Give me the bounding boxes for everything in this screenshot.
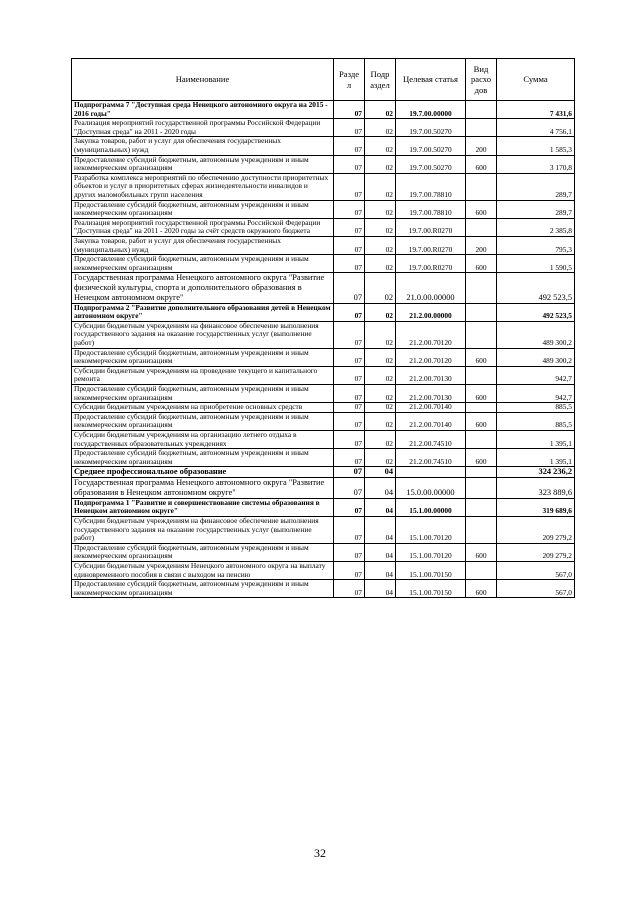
table-row: [72, 478, 575, 499]
cell-summa: 2 385,8: [497, 218, 575, 236]
cell-razdel: 07: [334, 412, 365, 430]
header-summa: Сумма: [497, 59, 575, 101]
table-row: [72, 580, 575, 598]
cell-razdel: 07: [334, 543, 365, 561]
cell-name: Подпрограмма 2 "Развитие дополнительного образования детей в Ненецком автономном округе": [72, 303, 334, 321]
table-row: [72, 200, 575, 218]
cell-vid: 600: [466, 543, 497, 561]
cell-celevaya: 15.1.00.70120: [396, 516, 466, 543]
cell-vid: [466, 403, 497, 413]
cell-celevaya: 15.1.00.70150: [396, 580, 466, 598]
cell-name: Предоставление субсидий бюджетным, автономным учреждениям и иным некоммерческим организациям: [72, 449, 334, 467]
cell-celevaya: 19.7.00.50270: [396, 137, 466, 155]
cell-podrazdel: 02: [365, 119, 396, 137]
page-number: 32: [314, 846, 326, 860]
cell-razdel: 07: [334, 478, 365, 499]
cell-celevaya: 21.2.00.70130: [396, 385, 466, 403]
cell-name: Подпрограмма 1 "Развитие и совершенствование системы образования в Ненецком автономном округе": [72, 498, 334, 516]
table-row: [72, 236, 575, 254]
cell-summa: 1 395,1: [497, 449, 575, 467]
cell-celevaya: 19.7.00.00000: [396, 101, 466, 119]
cell-podrazdel: 04: [365, 478, 396, 499]
cell-summa: 289,7: [497, 200, 575, 218]
cell-razdel: 07: [334, 385, 365, 403]
cell-razdel: 07: [334, 561, 365, 579]
table-row: [72, 498, 575, 516]
cell-celevaya: 15.0.00.00000: [396, 478, 466, 499]
budget-table: [71, 58, 575, 598]
cell-vid: [466, 478, 497, 499]
table-row: [72, 403, 575, 413]
cell-name: Разработка комплекса мероприятий по обеспечению доступности приоритетных объектов и услуг в приоритетных сферах жизнедеятельности инвалидов и других маломобильных групп населения: [72, 173, 334, 200]
cell-summa: 4 756,1: [497, 119, 575, 137]
cell-podrazdel: 04: [365, 467, 396, 478]
cell-vid: 600: [466, 449, 497, 467]
cell-podrazdel: 04: [365, 543, 396, 561]
table-row: [72, 273, 575, 303]
cell-vid: 600: [466, 412, 497, 430]
cell-podrazdel: 02: [365, 412, 396, 430]
cell-summa: 567,0: [497, 580, 575, 598]
cell-summa: 885,5: [497, 412, 575, 430]
cell-name: Закупка товаров, работ и услуг для обеспечения государственных (муниципальных) нужд: [72, 236, 334, 254]
cell-razdel: 07: [334, 273, 365, 303]
cell-razdel: 07: [334, 119, 365, 137]
table-row: [72, 385, 575, 403]
cell-razdel: 07: [334, 430, 365, 448]
cell-podrazdel: 02: [365, 218, 396, 236]
table-row: [72, 366, 575, 384]
cell-celevaya: 19.7.00.R0270: [396, 218, 466, 236]
cell-summa: 1 585,3: [497, 137, 575, 155]
table-row: [72, 561, 575, 579]
cell-celevaya: 21.2.00.70120: [396, 348, 466, 366]
cell-vid: [466, 498, 497, 516]
cell-celevaya: [396, 467, 466, 478]
cell-name: Предоставление субсидий бюджетным, автономным учреждениям и иным некоммерческим организациям: [72, 155, 334, 173]
cell-razdel: 07: [334, 366, 365, 384]
table-row: [72, 467, 575, 478]
cell-summa: 567,0: [497, 561, 575, 579]
cell-summa: 319 689,6: [497, 498, 575, 516]
cell-celevaya: 21.2.00.70130: [396, 366, 466, 384]
cell-vid: [466, 218, 497, 236]
cell-name: Предоставление субсидий бюджетным, автономным учреждениям и иным некоммерческим организациям: [72, 348, 334, 366]
cell-name: Закупка товаров, работ и услуг для обеспечения государственных (муниципальных) нужд: [72, 137, 334, 155]
cell-vid: [466, 561, 497, 579]
cell-summa: 885,5: [497, 403, 575, 413]
cell-vid: 600: [466, 255, 497, 273]
cell-name: Субсидии бюджетным учреждениям на приобретение основных средств: [72, 403, 334, 413]
table-row: [72, 173, 575, 200]
cell-razdel: 07: [334, 137, 365, 155]
cell-celevaya: 19.7.00.50270: [396, 155, 466, 173]
cell-celevaya: 21.2.00.70120: [396, 321, 466, 348]
cell-name: Субсидии бюджетным учреждениям на организацию летнего отдыха в государственных образовательных учреждениях: [72, 430, 334, 448]
cell-name: Государственная программа Ненецкого автономного округа "Развитие образования в Ненецком автономном округе": [72, 478, 334, 499]
table-row: [72, 412, 575, 430]
table-row: [72, 321, 575, 348]
cell-podrazdel: 02: [365, 273, 396, 303]
cell-vid: [466, 516, 497, 543]
cell-name: Предоставление субсидий бюджетным, автономным учреждениям и иным некоммерческим организациям: [72, 580, 334, 598]
cell-celevaya: 21.2.00.74510: [396, 449, 466, 467]
cell-name: Субсидии бюджетным учреждениям на проведение текущего и капитального ремонта: [72, 366, 334, 384]
cell-vid: 600: [466, 580, 497, 598]
cell-podrazdel: 02: [365, 430, 396, 448]
cell-podrazdel: 02: [365, 321, 396, 348]
cell-celevaya: 19.7.00.78810: [396, 173, 466, 200]
cell-summa: 489 300,2: [497, 348, 575, 366]
cell-razdel: 07: [334, 403, 365, 413]
table-row: [72, 449, 575, 467]
cell-podrazdel: 02: [365, 366, 396, 384]
cell-name: Реализация мероприятий государственной программы Российской Федерации "Доступная среда" на 2011 - 2020 годы: [72, 119, 334, 137]
cell-vid: [466, 173, 497, 200]
cell-razdel: 07: [334, 255, 365, 273]
cell-summa: 3 170,8: [497, 155, 575, 173]
cell-summa: 1 590,5: [497, 255, 575, 273]
cell-vid: 200: [466, 236, 497, 254]
cell-razdel: 07: [334, 173, 365, 200]
cell-celevaya: 21.0.00.00000: [396, 273, 466, 303]
cell-summa: 942,7: [497, 366, 575, 384]
cell-podrazdel: 04: [365, 561, 396, 579]
cell-summa: 492 523,5: [497, 303, 575, 321]
header-podrazdel: Подр аздел: [365, 59, 396, 101]
table-row: [72, 218, 575, 236]
cell-name: Предоставление субсидий бюджетным, автономным учреждениям и иным некоммерческим организациям: [72, 200, 334, 218]
cell-summa: 209 279,2: [497, 543, 575, 561]
cell-vid: [466, 321, 497, 348]
cell-summa: 489 300,2: [497, 321, 575, 348]
cell-podrazdel: 02: [365, 449, 396, 467]
cell-name: Предоставление субсидий бюджетным, автономным учреждениям и иным некоммерческим организациям: [72, 543, 334, 561]
cell-podrazdel: 02: [365, 255, 396, 273]
cell-podrazdel: 04: [365, 498, 396, 516]
cell-name: Государственная программа Ненецкого автономного округа "Развитие физической культуры, спорта и дополнительного образования в Ненецком автономном округе": [72, 273, 334, 303]
cell-razdel: 07: [334, 467, 365, 478]
cell-celevaya: 15.1.00.70150: [396, 561, 466, 579]
cell-summa: 324 236,2: [497, 467, 575, 478]
cell-name: Подпрограмма 7 "Доступная среда Ненецкого автономного округа на 2015 - 2016 годы": [72, 101, 334, 119]
table-row: [72, 119, 575, 137]
table-row: [72, 348, 575, 366]
cell-razdel: 07: [334, 218, 365, 236]
table-row: [72, 255, 575, 273]
table-row: [72, 516, 575, 543]
cell-vid: 600: [466, 348, 497, 366]
cell-summa: 795,3: [497, 236, 575, 254]
cell-razdel: 07: [334, 321, 365, 348]
cell-vid: [466, 273, 497, 303]
cell-razdel: 07: [334, 303, 365, 321]
cell-celevaya: 15.1.00.00000: [396, 498, 466, 516]
cell-celevaya: 19.7.00.R0270: [396, 236, 466, 254]
cell-name: Предоставление субсидий бюджетным, автономным учреждениям и иным некоммерческим организациям: [72, 385, 334, 403]
cell-summa: 323 889,6: [497, 478, 575, 499]
header-name: Наименование: [72, 59, 334, 101]
cell-vid: [466, 467, 497, 478]
cell-vid: 600: [466, 155, 497, 173]
cell-podrazdel: 02: [365, 173, 396, 200]
cell-vid: [466, 101, 497, 119]
cell-vid: 600: [466, 200, 497, 218]
cell-podrazdel: 02: [365, 303, 396, 321]
cell-celevaya: 15.1.00.70120: [396, 543, 466, 561]
cell-summa: 1 395,1: [497, 430, 575, 448]
cell-vid: [466, 430, 497, 448]
cell-podrazdel: 02: [365, 236, 396, 254]
cell-summa: 492 523,5: [497, 273, 575, 303]
cell-podrazdel: 02: [365, 403, 396, 413]
cell-podrazdel: 02: [365, 348, 396, 366]
cell-podrazdel: 02: [365, 137, 396, 155]
cell-vid: [466, 303, 497, 321]
cell-name: Среднее профессиональное образование: [72, 467, 334, 478]
cell-summa: 942,7: [497, 385, 575, 403]
cell-razdel: 07: [334, 449, 365, 467]
cell-celevaya: 19.7.00.R0270: [396, 255, 466, 273]
cell-razdel: 07: [334, 236, 365, 254]
header-razdel: Разде л: [334, 59, 365, 101]
table-row: [72, 155, 575, 173]
cell-razdel: 07: [334, 155, 365, 173]
cell-podrazdel: 02: [365, 385, 396, 403]
cell-podrazdel: 04: [365, 580, 396, 598]
cell-celevaya: 19.7.00.78810: [396, 200, 466, 218]
cell-vid: 600: [466, 385, 497, 403]
table-row: [72, 101, 575, 119]
cell-vid: [466, 366, 497, 384]
cell-vid: 200: [466, 137, 497, 155]
header-celevaya: Целевая статья: [396, 59, 466, 101]
cell-celevaya: 21.2.00.70140: [396, 403, 466, 413]
cell-summa: 289,7: [497, 173, 575, 200]
cell-summa: 7 431,6: [497, 101, 575, 119]
cell-name: Субсидии бюджетным учреждениям на финансовое обеспечение выполнения государственного задания на оказание государственных услуг (выполнение работ): [72, 516, 334, 543]
cell-razdel: 07: [334, 498, 365, 516]
cell-razdel: 07: [334, 516, 365, 543]
table-row: [72, 137, 575, 155]
header-vid: Вид расхо дов: [466, 59, 497, 101]
cell-celevaya: 21.2.00.00000: [396, 303, 466, 321]
cell-celevaya: 19.7.00.50270: [396, 119, 466, 137]
cell-name: Реализация мероприятий государственной программы Российской Федерации "Доступная среда" на 2011 - 2020 годы за счёт средств окружного бюджета: [72, 218, 334, 236]
cell-summa: 209 279,2: [497, 516, 575, 543]
cell-razdel: 07: [334, 580, 365, 598]
cell-celevaya: 21.2.00.74510: [396, 430, 466, 448]
cell-name: Предоставление субсидий бюджетным, автономным учреждениям и иным некоммерческим организациям: [72, 412, 334, 430]
cell-razdel: 07: [334, 200, 365, 218]
cell-celevaya: 21.2.00.70140: [396, 412, 466, 430]
cell-podrazdel: 04: [365, 516, 396, 543]
cell-vid: [466, 119, 497, 137]
table-header-row: [72, 59, 575, 101]
cell-name: Субсидии бюджетным учреждениям на финансовое обеспечение выполнения государственного задания на оказание государственных услуг (выполнение работ): [72, 321, 334, 348]
table-body: [72, 101, 575, 598]
cell-name: Субсидии бюджетным учреждениям Ненецкого автономного округа на выплату единовременного пособия в связи с выходом на пенсию: [72, 561, 334, 579]
cell-razdel: 07: [334, 348, 365, 366]
cell-podrazdel: 02: [365, 155, 396, 173]
cell-podrazdel: 02: [365, 101, 396, 119]
table-row: [72, 303, 575, 321]
cell-name: Предоставление субсидий бюджетным, автономным учреждениям и иным некоммерческим организациям: [72, 255, 334, 273]
cell-razdel: 07: [334, 101, 365, 119]
table-row: [72, 430, 575, 448]
cell-podrazdel: 02: [365, 200, 396, 218]
table-row: [72, 543, 575, 561]
